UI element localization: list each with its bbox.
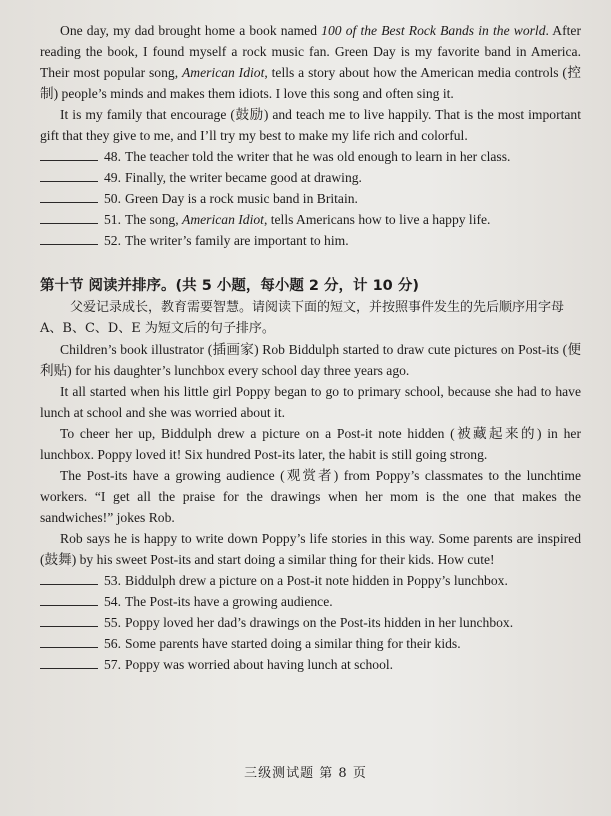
passage2-paragraph-4: The Post-its have a growing audience (观赏者) from Poppy’s classmates to the lunchtime workers. “I get all the praise for the drawings when her mom is the one that makes the sandwiches!” jokes Rob. [40,468,581,525]
passage2-paragraph-3: To cheer her up, Biddulph drew a picture on a Post-it note hidden (被藏起来的) in her lunchbox. Poppy loved it! Six hundred Post-its later, the habit is still going strong. [40,426,581,462]
question-50: 50. Green Day is a rock music band in Britain. [40,188,581,209]
answer-blank[interactable] [40,146,98,161]
answer-blank[interactable] [40,570,98,585]
passage2-paragraph-2: It all started when his little girl Poppy began to go to primary school, because she had to have lunch at school and she was worried about it. [40,384,581,420]
book-title: 100 of the Best Rock Bands in the world [321,23,546,38]
passage1-paragraph-2: It is my family that encourage (鼓励) and teach me to live happily. That is the most important gift that they give to me, and I’ll try my best to make my life rich and colorful. [40,107,581,143]
question-54: 54. The Post-its have a growing audience. [40,591,581,612]
page-footer: 三级测试题 第 8 页 [244,766,367,781]
ordering-questions [40,570,581,675]
question-48: 48. The teacher told the writer that he was old enough to learn in her class. [40,146,581,167]
question-55: 55. Poppy loved her dad’s drawings on the Post-its hidden in her lunchbox. [40,612,581,633]
section-title: 第十节 阅读并排序。(共 5 小题，每小题 2 分，计 10 分) [40,278,419,294]
answer-blank[interactable] [40,633,98,648]
section-instruction: 父爱记录成长，教育需要智慧。请阅读下面的短文，并按照事件发生的先后顺序用字母 A、B、C、D、E 为短文后的句子排序。 [40,300,565,336]
answer-blank[interactable] [40,167,98,182]
answer-blank[interactable] [40,188,98,203]
question-52: 52. The writer’s family are important to him. [40,230,581,251]
answer-blank[interactable] [40,591,98,606]
true-false-questions [40,146,581,251]
answer-blank[interactable] [40,612,98,627]
passage1-paragraph-1: One day, my dad brought home a book named 100 of the Best Rock Bands in the world. After reading the book, I found myself a rock music fan. Green Day is my favorite band in America. Their most popular song, American Idiot, tells a story about how the American media controls (控制) people’s minds and makes them idiots. I love this song and often sing it. [40,23,582,101]
question-53: 53. Biddulph drew a picture on a Post-it note hidden in Poppy’s lunchbox. [40,570,581,591]
answer-blank[interactable] [40,230,98,245]
passage2-paragraph-5: Rob says he is happy to write down Poppy’s life stories in this way. Some parents are inspired (鼓舞) by his sweet Post-its and start doing a similar thing for their kids. How cute! [40,531,581,567]
song-title: American Idiot [181,65,265,80]
question-49: 49. Finally, the writer became good at drawing. [40,167,581,188]
question-56: 56. Some parents have started doing a similar thing for their kids. [40,633,581,654]
answer-blank[interactable] [40,209,98,224]
question-51: 51. The song, American Idiot, tells Americans how to live a happy life. [40,209,581,230]
passage2-paragraph-1: Children’s book illustrator (插画家) Rob Biddulph started to draw cute pictures on Post-its (便利贴) for his daughter’s lunchbox every school day three years ago. [40,342,581,378]
question-57: 57. Poppy was worried about having lunch at school. [40,654,581,675]
answer-blank[interactable] [40,654,98,669]
